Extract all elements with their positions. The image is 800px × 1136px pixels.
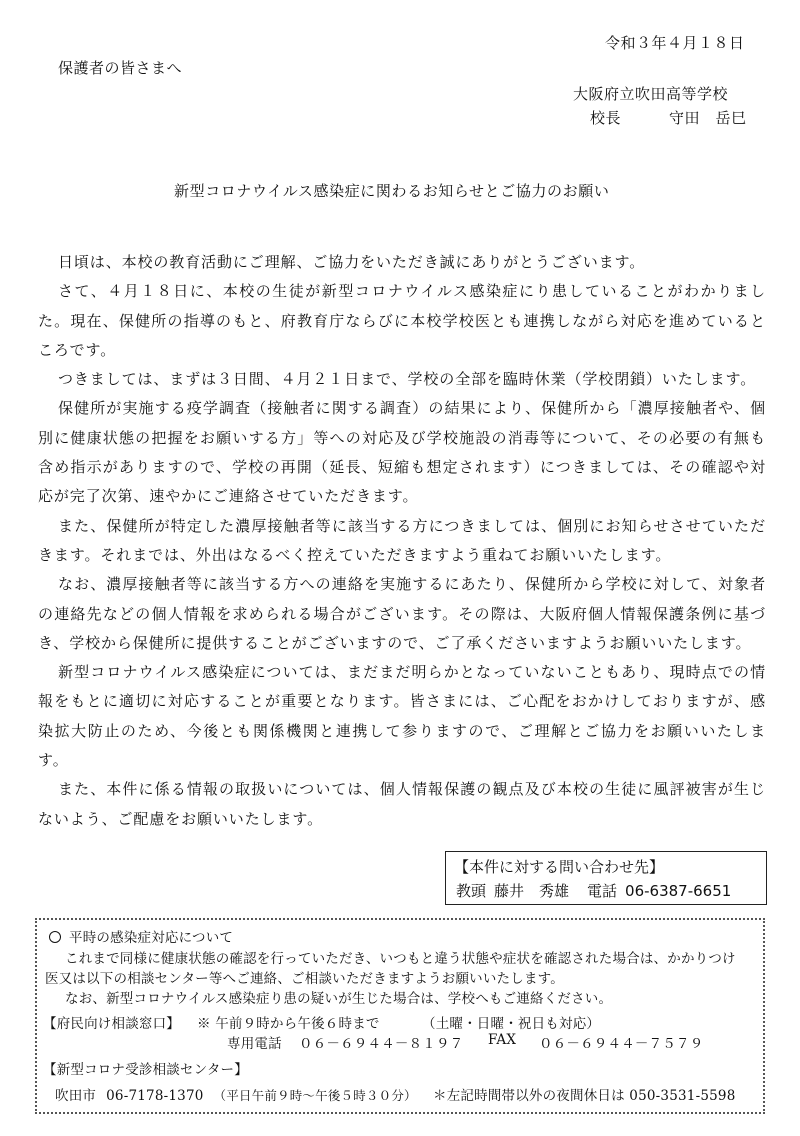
paragraph: 日頃は、本校の教育活動にご理解、ご協力をいただき誠にありがとうございます。 [58, 253, 646, 271]
addressee: 保護者の皆さまへ [58, 59, 183, 77]
letter-body [38, 248, 766, 834]
prefecture-consult-label: 【府民向け相談窓口】 [43, 1016, 180, 1032]
city-name: 吹田市 [55, 1088, 97, 1104]
contact-box [445, 851, 767, 905]
paragraph: つきましては、まずは３日間、４月２１日まで、学校の全部を臨時休業（学校閉鎖）いたします。 [58, 370, 757, 389]
contact-role: 教頭 [456, 882, 487, 900]
principal-name: 守田 岳巳 [669, 109, 747, 127]
notice-box [35, 918, 765, 1114]
prefecture-days: （土曜・日曜・祝日も対応） [422, 1016, 601, 1032]
notice-line: 医又は以下の相談センター等へご連絡、ご相談いただきますようお願いいたします。 [45, 971, 564, 987]
paragraph: また、保健所が特定した濃厚接触者等に該当する方につきましては、個別にお知らせさせていただきます。それまでは、外出はなるべく控えていただきますよう重ねてお願いいたします。 [38, 516, 766, 564]
letter-date: 令和３年４月１８日 [605, 34, 745, 52]
paragraph: さて、４月１８日に、本校の生徒が新型コロナウイルス感染症にり患していることがわかりました。現在、保健所の指導のもと、府教育庁ならびに本校学校医とも連携しながら対応を進めているところです。 [38, 282, 766, 359]
notice-line: なお、新型コロナウイルス感染症り患の疑いが生じた場合は、学校へもご連絡ください。 [65, 991, 613, 1007]
circle-bullet-icon [49, 931, 61, 943]
fax-number: ０６－６９４４－７５７９ [539, 1036, 704, 1052]
contact-phone: 06-6387-6651 [625, 882, 732, 900]
letter-title: 新型コロナウイルス感染症に関わるお知らせとご協力のお願い [174, 182, 610, 200]
notice-heading: 平時の感染症対応について [69, 930, 234, 946]
paragraph: 保健所が実施する疫学調査（接触者に関する調査）の結果により、保健所から「濃厚接触者や、個別に健康状態の把握をお願いする方」等への対応及び学校施設の消毒等について、その必要の有無も含め指示がありますので、学校の再開（延長、短縮も想定されます）につきましては、その確認や対応が完了次第、速やかにご連絡させていただきます。 [38, 399, 766, 506]
prefecture-hours: ※ 午前９時から午後６時まで [197, 1016, 380, 1032]
paragraph: なお、濃厚接触者等に該当する方への連絡を実施するにあたり、保健所から学校に対して、対象者の連絡先などの個人情報を求められる場合がございます。その際は、大阪府個人情報保護条例に基づき、学校から保健所に提供することがございますので、ご了承くださいますようお願いいたします。 [38, 575, 766, 652]
city-phone: 06-7178-1370 [106, 1088, 204, 1104]
paragraph: また、本件に係る情報の取扱いについては、個人情報保護の観点及び本校の生徒に風評被害が生じないよう、ご配慮をお願いいたします。 [38, 780, 766, 828]
principal-title: 校長 [590, 109, 622, 127]
paragraph: 新型コロナウイルス感染症については、まだまだ明らかとなっていないこともあり、現時点での情報をもとに適切に対応することが重要となります。皆さまには、ご心配をおかけしておりますが、感染拡大防止のため、今後とも関係機関と連携して参りますので、ご理解とご協力をお願いいたします。 [38, 663, 766, 770]
city-line [55, 1084, 417, 1104]
night-holiday-note: ＊左記時間帯以外の夜間休日は 050-3531-5598 [433, 1088, 736, 1104]
dedicated-phone: ０６－６９４４－８１９７ [299, 1036, 464, 1052]
consult-center-label: 【新型コロナ受診相談センター】 [43, 1062, 248, 1078]
contact-name: 藤井 秀雄 [494, 882, 570, 900]
dedicated-phone-label: 専用電話 [227, 1036, 282, 1052]
fax-label: FAX [488, 1032, 517, 1048]
principal-signature [590, 107, 747, 128]
contact-title: 【本件に対する問い合わせ先】 [454, 858, 665, 876]
contact-line [456, 880, 731, 901]
notice-line: これまで同様に健康状態の確認を行っていただき、いつもと違う状態や症状を確認された場合は、かかりつけ [65, 951, 736, 967]
contact-phone-label: 電話 [587, 882, 618, 900]
city-hours: （平日午前９時～午後５時３０分） [213, 1088, 417, 1103]
notice-heading-line [49, 926, 233, 946]
school-name: 大阪府立吹田高等学校 [573, 85, 729, 103]
